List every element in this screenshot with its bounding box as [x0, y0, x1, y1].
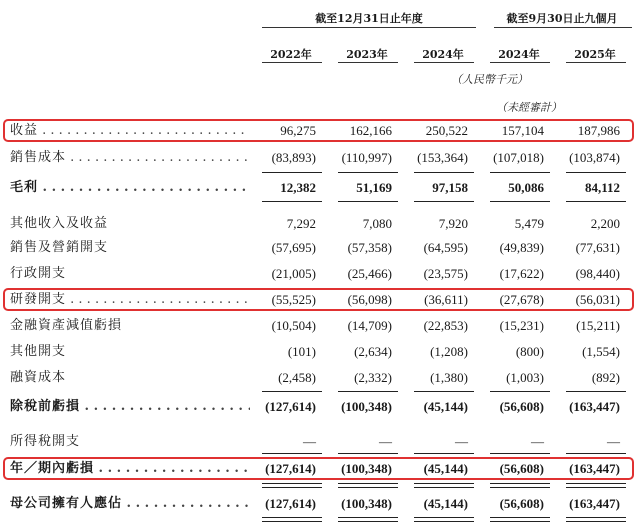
- row-label: 年／期內虧損 . . .: [10, 457, 250, 481]
- table-cell: —: [303, 434, 316, 449]
- subtotal-rule: [262, 172, 322, 173]
- row-label: 其他開支: [10, 344, 67, 359]
- total-double-rule: [338, 483, 398, 488]
- table-cell: (110,997): [341, 150, 392, 165]
- year-rule: [262, 62, 322, 63]
- subtotal-rule: [338, 201, 398, 202]
- table-cell: (15,211): [576, 318, 620, 333]
- table-cell: 250,522: [425, 123, 468, 138]
- table-cell: —: [379, 434, 392, 449]
- table-cell: (2,634): [354, 344, 392, 359]
- table-cell: 157,104: [501, 123, 544, 138]
- table-cell: (107,018): [493, 150, 544, 165]
- year-rule: [338, 62, 398, 63]
- row-label: 行政開支: [10, 266, 67, 281]
- table-cell: (103,874): [569, 150, 620, 165]
- table-cell: (127,614): [265, 399, 316, 414]
- table-cell: 96,275: [280, 123, 316, 138]
- table-cell: (45,144): [423, 399, 468, 414]
- table-cell: 51,169: [356, 180, 392, 195]
- subtotal-rule: [338, 391, 398, 392]
- row-label: 研發開支 . . .: [10, 288, 250, 312]
- table-cell: —: [607, 434, 620, 449]
- table-cell: (77,631): [575, 240, 620, 255]
- table-cell: (163,447): [569, 399, 620, 414]
- table-cell: (25,466): [347, 266, 392, 281]
- table-cell: (22,853): [423, 318, 468, 333]
- subtotal-rule: [566, 172, 626, 173]
- table-cell: (56,608): [499, 461, 544, 476]
- year-rule: [414, 62, 474, 63]
- table-cell: —: [455, 434, 468, 449]
- subtotal-rule: [262, 453, 322, 454]
- fiscal-year-group-rule: [262, 27, 476, 28]
- table-cell: 2,200: [590, 216, 620, 231]
- table-cell: 97,158: [432, 180, 468, 195]
- table-cell: (100,348): [341, 399, 392, 414]
- table-cell: (56,031): [575, 292, 620, 307]
- row-label: 銷售及營銷開支: [10, 240, 109, 255]
- table-cell: 7,292: [286, 216, 316, 231]
- table-row-other-expenses: [0, 340, 640, 364]
- row-label: 融資成本: [10, 370, 67, 385]
- table-row-other-income: [0, 212, 640, 236]
- subtotal-rule: [338, 172, 398, 173]
- table-cell: (1,208): [430, 344, 468, 359]
- table-row-loss-before-tax: [0, 395, 640, 419]
- table-cell: (892): [591, 370, 620, 385]
- table-row-cost-of-sales: [0, 146, 640, 170]
- currency-unit-note: （人民幣千元）: [451, 73, 528, 86]
- total-double-rule: [414, 483, 474, 488]
- table-cell: (10,504): [271, 318, 316, 333]
- table-cell: (153,364): [417, 150, 468, 165]
- row-label: 母公司擁有人應佔 . . .: [10, 492, 250, 516]
- interim-group-rule: [494, 27, 632, 28]
- highlight-box-period-loss: [3, 457, 634, 480]
- table-row-income-tax: [0, 430, 640, 454]
- table-cell: (55,525): [271, 292, 316, 307]
- subtotal-rule: [262, 391, 322, 392]
- table-cell: (2,458): [278, 370, 316, 385]
- subtotal-rule: [414, 172, 474, 173]
- table-cell: (17,622): [499, 266, 544, 281]
- table-cell: (15,231): [499, 318, 544, 333]
- table-cell: (56,608): [499, 496, 544, 511]
- table-cell: (64,595): [423, 240, 468, 255]
- table-cell: 84,112: [584, 180, 620, 195]
- table-cell: (163,447): [569, 496, 620, 511]
- table-cell: 162,166: [349, 123, 392, 138]
- table-row-finance-costs: [0, 366, 640, 390]
- table-cell: (45,144): [423, 461, 468, 476]
- subtotal-rule: [566, 453, 626, 454]
- fiscal-year-group-header: 截至12月31日止年度: [315, 12, 423, 25]
- table-cell: (23,575): [423, 266, 468, 281]
- table-cell: (100,348): [341, 496, 392, 511]
- total-double-rule: [490, 517, 550, 522]
- subtotal-rule: [414, 453, 474, 454]
- row-label: 毛利 . . .: [10, 176, 250, 200]
- table-cell: (83,893): [271, 150, 316, 165]
- total-double-rule: [566, 517, 626, 522]
- table-cell: (2,332): [354, 370, 392, 385]
- row-label: 金融資產減值虧損: [10, 318, 123, 333]
- total-double-rule: [490, 483, 550, 488]
- table-cell: (800): [515, 344, 544, 359]
- table-cell: (1,554): [582, 344, 620, 359]
- total-double-rule: [262, 517, 322, 522]
- table-row-gross-profit: [0, 176, 640, 200]
- unaudited-note: （未經審計）: [496, 101, 562, 114]
- table-cell: (36,611): [424, 292, 468, 307]
- table-cell: —: [531, 434, 544, 449]
- table-row-admin-expenses: [0, 262, 640, 286]
- year-header-2025-interim: 2025年: [574, 48, 616, 61]
- total-double-rule: [566, 483, 626, 488]
- subtotal-rule: [566, 391, 626, 392]
- table-cell: (98,440): [575, 266, 620, 281]
- table-cell: (56,608): [499, 399, 544, 414]
- row-label: 銷售成本 . . .: [10, 146, 250, 170]
- interim-group-header: 截至9月30日止九個月: [506, 12, 618, 25]
- subtotal-rule: [490, 453, 550, 454]
- total-double-rule: [338, 517, 398, 522]
- row-label: 除稅前虧損 . . .: [10, 395, 250, 419]
- table-cell: (27,678): [499, 292, 544, 307]
- year-header-2024-interim: 2024年: [498, 48, 540, 61]
- table-cell: (57,358): [347, 240, 392, 255]
- highlight-box-rnd: [3, 288, 634, 311]
- total-double-rule: [414, 517, 474, 522]
- table-cell: (45,144): [423, 496, 468, 511]
- year-header-2023: 2023年: [346, 48, 388, 61]
- table-cell: (57,695): [271, 240, 316, 255]
- table-cell: (56,098): [347, 292, 392, 307]
- table-cell: (127,614): [265, 496, 316, 511]
- row-label: 其他收入及收益: [10, 216, 109, 231]
- year-rule: [490, 62, 550, 63]
- table-row-selling-expenses: [0, 236, 640, 260]
- table-cell: 50,086: [508, 180, 544, 195]
- subtotal-rule: [490, 201, 550, 202]
- table-cell: (21,005): [271, 266, 316, 281]
- subtotal-rule: [490, 172, 550, 173]
- row-label: 所得稅開支: [10, 434, 81, 449]
- table-cell: (49,839): [499, 240, 544, 255]
- table-cell: (1,380): [430, 370, 468, 385]
- table-cell: (127,614): [265, 461, 316, 476]
- table-cell: (1,003): [506, 370, 544, 385]
- subtotal-rule: [414, 391, 474, 392]
- table-cell: 5,479: [514, 216, 544, 231]
- subtotal-rule: [490, 391, 550, 392]
- table-row-impairment-loss: [0, 314, 640, 338]
- table-row-attributable-to-owners: [0, 492, 640, 516]
- subtotal-rule: [566, 201, 626, 202]
- total-double-rule: [262, 483, 322, 488]
- table-cell: 12,382: [280, 180, 316, 195]
- table-cell: (101): [287, 344, 316, 359]
- subtotal-rule: [338, 453, 398, 454]
- highlight-box-revenue: [3, 119, 634, 142]
- table-cell: (163,447): [569, 461, 620, 476]
- subtotal-rule: [262, 201, 322, 202]
- row-label: 收益 . . .: [10, 119, 250, 143]
- table-cell: (14,709): [347, 318, 392, 333]
- year-header-2022: 2022年: [270, 48, 312, 61]
- year-header-2024: 2024年: [422, 48, 464, 61]
- table-cell: 7,080: [362, 216, 392, 231]
- table-cell: (100,348): [341, 461, 392, 476]
- subtotal-rule: [414, 201, 474, 202]
- year-rule: [566, 62, 626, 63]
- table-cell: 187,986: [577, 123, 620, 138]
- table-cell: 7,920: [438, 216, 468, 231]
